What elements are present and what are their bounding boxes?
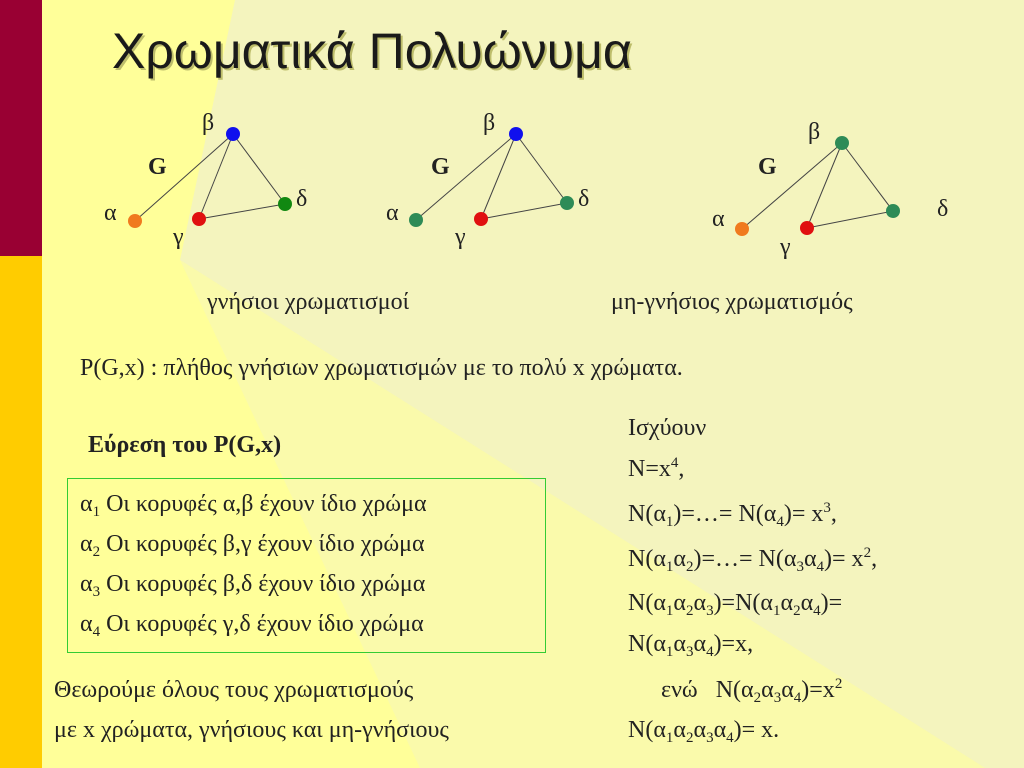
- event-row: [80, 491, 427, 521]
- vertex-beta: [509, 127, 523, 141]
- vertex-gamma: [800, 221, 814, 235]
- event-index: 1: [92, 504, 101, 520]
- vertex-label-beta: β: [202, 110, 215, 136]
- vertex-delta: [886, 204, 900, 218]
- graph-proper-1: [104, 110, 307, 250]
- graph-proper-2: [386, 110, 589, 250]
- vertex-label-beta: β: [808, 119, 821, 145]
- formula-7: $N(\alpha_1\alpha_2\alpha_3\alpha_4)= x$.: [628, 717, 780, 746]
- formula-2: $N(\alpha_1)=\dots= N(\alpha_4)= x^3$,: [628, 500, 837, 530]
- vertex-label-delta: δ: [578, 186, 590, 212]
- vertex-label-delta: δ: [937, 196, 949, 222]
- caption-proper-colorings: γνήσιοι χρωματισμοί: [207, 289, 410, 315]
- vertex-alpha: [128, 214, 142, 228]
- vertex-beta: [835, 136, 849, 150]
- vertex-gamma: [474, 212, 488, 226]
- vertex-label-gamma: γ: [455, 224, 466, 250]
- formula-1: [628, 455, 684, 483]
- definition-line: P(G,x) : πλήθος γνήσιων χρωματισμών με το πολύ x χρώματα.: [80, 355, 683, 381]
- finding-heading: Εύρεση του P(G,x): [88, 432, 282, 458]
- vertex-label-alpha: α: [104, 200, 117, 226]
- graph-label: G: [758, 154, 777, 180]
- event-text: Οι κορυφές β,γ έχουν ίδιο χρώμα: [100, 531, 425, 557]
- formula-text: N=x: [628, 456, 671, 482]
- formula-6: ενώ $N(\alpha_2\alpha_3\alpha_4)=x^2$: [661, 676, 843, 706]
- graph-label: G: [431, 154, 450, 180]
- event-row: [80, 531, 425, 561]
- consider-line-2: με x χρώματα, γνήσιους και μη-γνήσιους: [54, 717, 449, 743]
- event-text: Οι κορυφές γ,δ έχουν ίδιο χρώμα: [100, 611, 424, 637]
- holds-heading: Ισχύουν: [628, 415, 707, 441]
- formula-exponent: 4: [670, 455, 679, 471]
- event-row: [80, 571, 425, 601]
- vertex-gamma: [192, 212, 206, 226]
- event-symbol: α: [80, 491, 93, 517]
- event-index: 2: [92, 544, 101, 560]
- formula-text: ,: [678, 456, 685, 482]
- vertex-label-delta: δ: [296, 186, 308, 212]
- event-symbol: α: [80, 531, 93, 557]
- event-text: Οι κορυφές β,δ έχουν ίδιο χρώμα: [100, 571, 426, 597]
- event-index: 3: [92, 584, 101, 600]
- vertex-delta: [560, 196, 574, 210]
- consider-line-1: Θεωρούμε όλους τους χρωματισμούς: [54, 677, 414, 703]
- events-box: [67, 478, 546, 653]
- vertex-delta: [278, 197, 292, 211]
- vertex-beta: [226, 127, 240, 141]
- event-row: [80, 611, 424, 641]
- formula-4: $N(\alpha_1\alpha_2\alpha_3)=N(\alpha_1\alpha_2\alpha_4)=$: [628, 590, 843, 619]
- vertex-label-alpha: α: [386, 200, 399, 226]
- vertex-label-alpha: α: [712, 206, 725, 232]
- event-symbol: α: [80, 571, 93, 597]
- vertex-label-gamma: γ: [780, 234, 791, 260]
- formula-3: $N(\alpha_1\alpha_2)=\dots= N(\alpha_3\alpha_4)= x^2$,: [628, 545, 878, 575]
- event-symbol: α: [80, 611, 93, 637]
- event-text: Οι κορυφές α,β έχουν ίδιο χρώμα: [100, 491, 427, 517]
- event-index: 4: [92, 624, 101, 640]
- formula-5: $N(\alpha_1\alpha_3\alpha_4)=x$,: [628, 631, 754, 660]
- vertex-alpha: [409, 213, 423, 227]
- graph-label: G: [148, 154, 167, 180]
- vertex-label-beta: β: [483, 110, 496, 136]
- slide-title: Χρωματικά Πολυώνυμα: [112, 23, 632, 79]
- vertex-label-gamma: γ: [173, 224, 184, 250]
- caption-improper-coloring: μη-γνήσιος χρωματισμός: [611, 289, 853, 315]
- graph-improper: [712, 119, 948, 260]
- vertex-alpha: [735, 222, 749, 236]
